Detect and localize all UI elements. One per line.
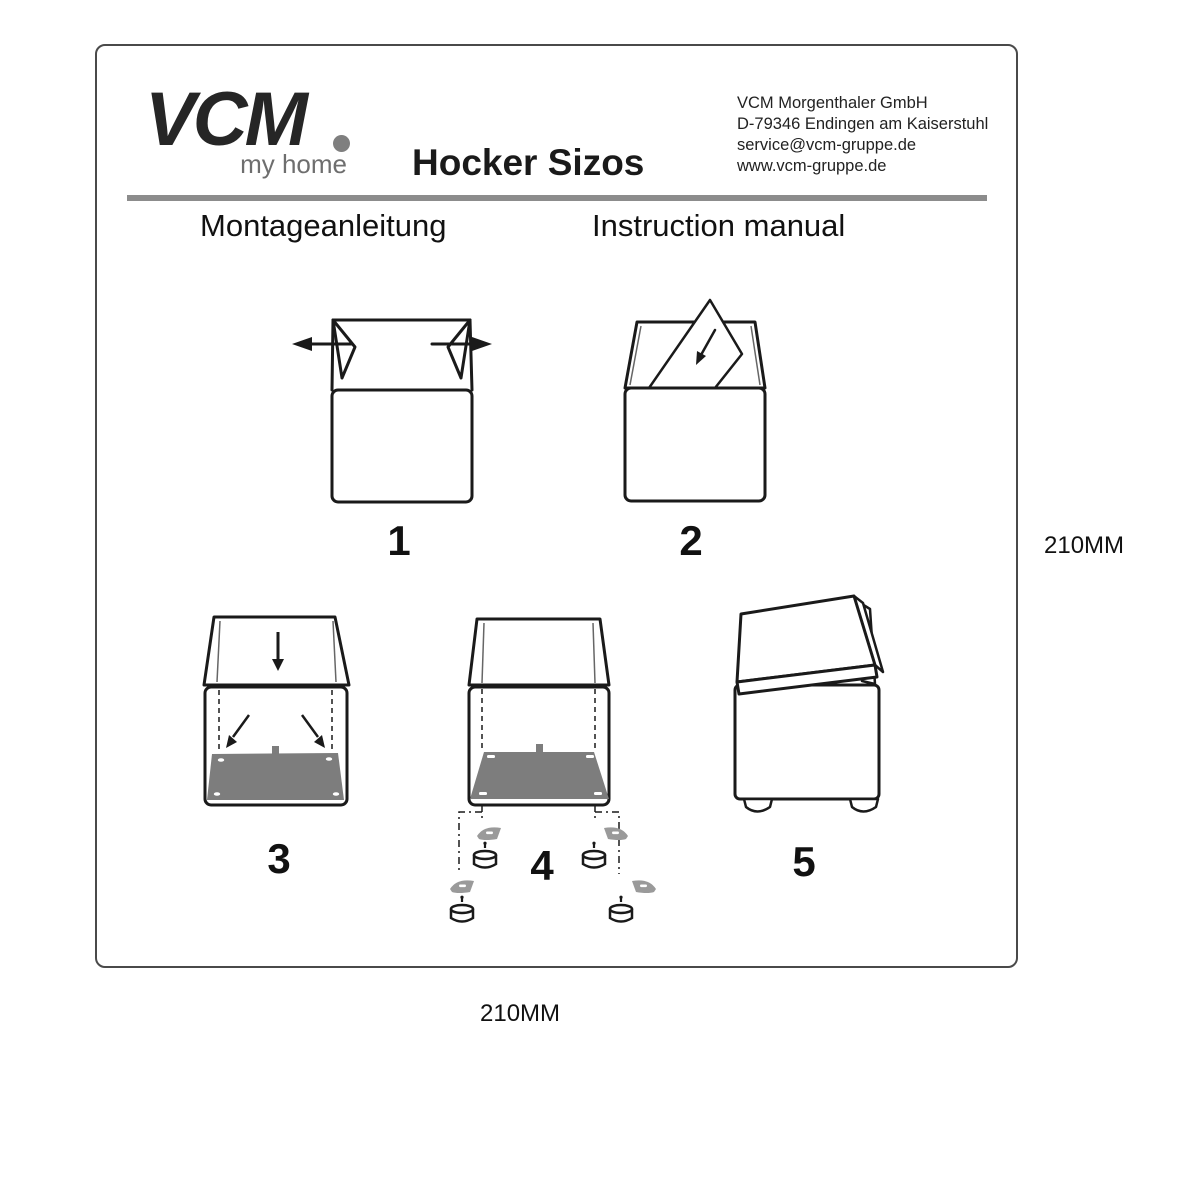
step-3-diagram drop-base-board-inside-box-icon — [192, 610, 367, 825]
company-website: www.vcm-gruppe.de — [737, 157, 887, 175]
company-address: D-79346 Endingen am Kaiserstuhl — [737, 115, 989, 133]
vcm-logo: VCM — [145, 77, 305, 162]
header-divider — [127, 195, 987, 201]
step-3-number: 3 — [267, 835, 291, 882]
step-2-diagram insert-panel-into-open-box-icon — [612, 292, 787, 517]
company-name: VCM Morgenthaler GmbH — [737, 94, 928, 112]
page-title: Hocker Sizos — [412, 142, 645, 183]
dimension-label-height: 210MM — [1044, 532, 1125, 559]
step-5-number: 5 — [792, 838, 816, 885]
company-info — [737, 93, 988, 177]
logo-subtitle: my home — [240, 149, 347, 179]
instruction-sheet-page — [95, 44, 1018, 968]
heading-english: Instruction manual — [592, 208, 846, 243]
step-2-number: 2 — [679, 517, 703, 564]
step-4-number: 4 — [530, 842, 554, 889]
company-email: service@vcm-gruppe.de — [737, 136, 917, 154]
heading-german: Montageanleitung — [200, 208, 447, 243]
step-1-number: 1 — [387, 517, 411, 564]
dimension-label-width: 210MM — [480, 1000, 561, 1027]
step-1-diagram unfold-box-flaps-outward-icon — [282, 302, 502, 517]
